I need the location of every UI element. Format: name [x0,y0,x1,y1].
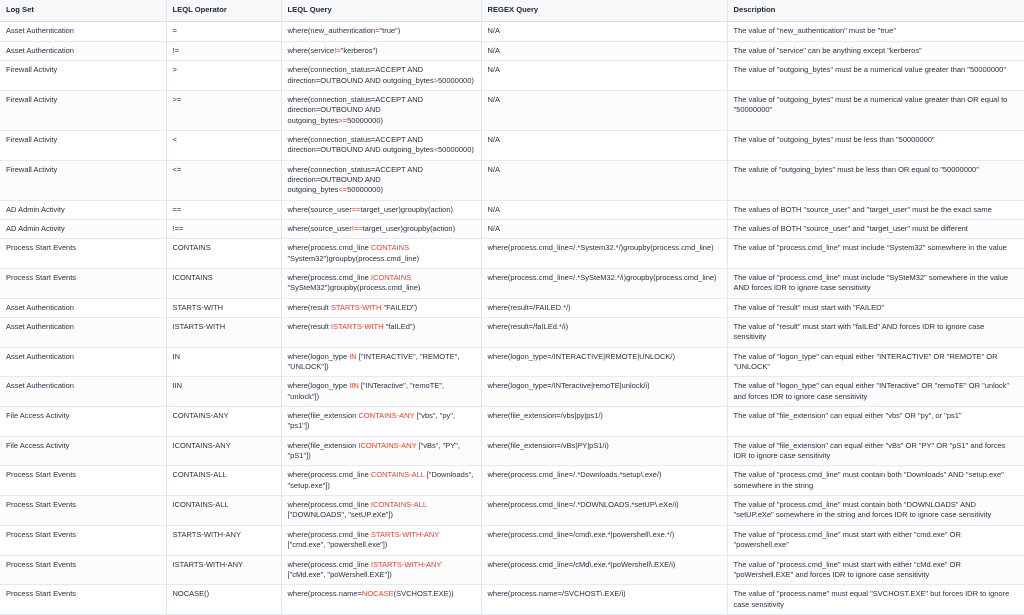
leql-query-prefix: where(process.cmd_line [287,272,371,282]
cell-description: The value of "file_extension" can equal either "vbs" OR "py", or "ps1" [727,407,1024,437]
table-row [0,200,1024,219]
cell-description: The values of BOTH "source_user" and "target_user" must be different [727,219,1024,238]
cell-log-set: Process Start Events [0,496,166,526]
cell-log-set: Asset Authentication [0,377,166,407]
cell-description: The value of "process.name" must equal "SVCHOST.EXE" but forces IDR to ignore case sensitivity [727,585,1024,615]
cell-description: The value of "logon_type" can equal either "INTERACTIVE" OR "REMOTE" OR "UNLOCK" [727,347,1024,377]
cell-leql-operator: >= [166,90,281,130]
cell-regex-query: where(logon_type=/INTERACTIVE|REMOTE|UNLOCK/) [481,347,727,377]
leql-operator-keyword: > [433,75,438,85]
table-row [0,130,1024,160]
leql-query-suffix: target_user)groupby(action) [362,223,456,233]
cell-leql-query [281,219,481,238]
cell-regex-query: where(process.cmd_line=/.*SySteM32.*/i)groupby(process.cmd_line) [481,268,727,298]
cell-regex-query: N/A [481,22,727,41]
cell-regex-query: where(process.cmd_line=/.*DOWNLOADS.*setUP\.eXe/i) [481,496,727,526]
leql-query-suffix: ["cmd.exe", "powershell.exe"]) [287,540,388,550]
cell-leql-operator: > [166,61,281,91]
cell-regex-query: where(file_extension=/vbs|py|ps1/) [481,407,727,437]
table-row [0,298,1024,317]
leql-query-prefix: where(file_extension [287,411,359,421]
cell-regex-query: where(process.cmd_line=/cmd\.exe.*|powershell\.exe.*/) [481,525,727,555]
cell-leql-operator: ICONTAINS-ALL [166,496,281,526]
leql-query-suffix: 50000000) [438,75,474,85]
leql-operator-keyword: STARTS-WITH-ANY [370,529,440,539]
cell-log-set: Asset Authentication [0,41,166,60]
leql-query-prefix: where(logon_type [287,381,350,391]
leql-query-prefix: where(connection_status=ACCEPT AND direction=OUTBOUND AND outgoing_bytes [287,65,434,85]
leql-query-suffix: 50000000) [347,185,384,195]
leql-query-suffix: 50000000) [438,145,474,155]
cell-description: The value of "outgoing_bytes" must be a numerical value greater than OR equal to "50000000" [727,90,1024,130]
cell-leql-operator: IN [166,347,281,377]
cell-description: The values of BOTH "source_user" and "target_user" must be the exact same [727,200,1024,219]
column-header-leql-query: LEQL Query [281,0,481,22]
cell-leql-query [281,200,481,219]
leql-operator-keyword: >= [338,115,348,125]
cell-leql-operator: CONTAINS-ANY [166,407,281,437]
cell-log-set: Firewall Activity [0,61,166,91]
leql-query-suffix: "kerberos") [340,45,378,55]
cell-description: The value of "result" must start with "faILEd" AND forces IDR to ignore case sensitivity [727,318,1024,348]
cell-log-set: Process Start Events [0,239,166,269]
header-row [0,0,1024,22]
cell-regex-query: where(process.name=/SVCHOST\.EXE/i) [481,585,727,615]
leql-operator-keyword: != [334,45,341,55]
cell-regex-query: N/A [481,130,727,160]
cell-description: The value of "file_extension" can equal either "vBs" OR "PY" OR "pS1" and forces IDR to ignore case sensitivity [727,436,1024,466]
table-row [0,407,1024,437]
cell-log-set: AD Admin Activity [0,200,166,219]
leql-query-suffix: ["vBs", "PY", "pS1"]) [287,440,461,461]
table-header [0,0,1024,22]
table-row [0,61,1024,91]
leql-operator-keyword: IN [349,351,357,361]
leql-operator-keyword: ICONTAINS [370,272,412,282]
cell-leql-query [281,377,481,407]
cell-leql-operator: STARTS-WITH-ANY [166,525,281,555]
table-row [0,41,1024,60]
cell-leql-operator: CONTAINS [166,239,281,269]
cell-regex-query: where(process.cmd_line=/.*System32.*/)groupby(process.cmd_line) [481,239,727,269]
table-body [0,22,1024,614]
cell-leql-operator: < [166,130,281,160]
leql-operator-keyword: ICONTAINS-ALL [370,500,427,510]
cell-description: The value of "process.cmd_line" must include "System32" somewhere in the value [727,239,1024,269]
table-row [0,160,1024,200]
cell-leql-query [281,585,481,615]
table-row [0,585,1024,615]
cell-log-set: File Access Activity [0,436,166,466]
cell-log-set: Process Start Events [0,555,166,585]
cell-leql-operator: == [166,200,281,219]
cell-leql-query [281,466,481,496]
cell-log-set: Process Start Events [0,466,166,496]
cell-leql-query [281,555,481,585]
cell-description: The value of "process.cmd_line" must start with either "cmd.exe" OR "powershell.exe" [727,525,1024,555]
leql-operator-keyword: CONTAINS-ANY [358,411,415,421]
cell-description: The value of "process.cmd_line" must include "SySteM32" somewhere in the value AND forces IDR to ignore case sensitivity [727,268,1024,298]
column-header-description: Description [727,0,1024,22]
leql-query-suffix: "faILEd") [383,322,416,331]
leql-query-prefix: where(service [287,45,335,55]
table-row [0,90,1024,130]
cell-leql-operator: STARTS-WITH [166,298,281,317]
cell-leql-query [281,22,481,41]
table-row [0,436,1024,466]
leql-query-prefix: where(source_user [287,204,352,214]
table-row [0,555,1024,585]
cell-log-set: Asset Authentication [0,318,166,348]
table-row [0,347,1024,377]
cell-leql-query [281,160,481,200]
cell-description: The value of "outgoing_bytes" must be less than "50000000" [727,130,1024,160]
cell-leql-query [281,347,481,377]
leql-query-suffix: "SySteM32")groupby(process.cmd_line) [287,283,421,293]
cell-log-set: Firewall Activity [0,90,166,130]
leql-operator-keyword: CONTAINS-ALL [370,470,425,480]
table-row [0,268,1024,298]
leql-query-prefix: where(connection_status=ACCEPT AND direction=OUTBOUND AND outgoing_bytes [287,164,424,195]
table-row [0,22,1024,41]
leql-query-prefix: where(process.cmd_line [287,470,371,480]
leql-operator-keyword: STARTS-WITH [330,302,382,312]
cell-regex-query: where(process.cmd_line=/.*Downloads.*setup\.exe/) [481,466,727,496]
cell-regex-query: where(logon_type=/INTeractive|remoTE|unlock/i) [481,377,727,407]
leql-operator-keyword: !== [351,223,363,233]
leql-query-prefix: where(process.cmd_line [287,529,371,539]
cell-log-set: AD Admin Activity [0,219,166,238]
cell-leql-operator: = [166,22,281,41]
cell-leql-query [281,407,481,437]
leql-operator-keyword: <= [338,185,348,195]
leql-operator-keyword: ISTARTS-WITH-ANY [370,559,442,569]
column-header-leql-operator: LEQL Operator [166,0,281,22]
leql-query-suffix: "FAILED") [381,302,418,312]
cell-leql-operator: CONTAINS-ALL [166,466,281,496]
table-row [0,466,1024,496]
leql-operator-keyword: == [351,204,361,214]
cell-description: The valute of "outgoing_bytes" must be less than OR equal to "50000000" [727,160,1024,200]
cell-log-set: Firewall Activity [0,130,166,160]
table-row [0,496,1024,526]
cell-leql-operator: <= [166,160,281,200]
leql-query-prefix: where(process.cmd_line [287,500,371,510]
cell-leql-query [281,436,481,466]
cell-log-set: Process Start Events [0,525,166,555]
cell-log-set: Process Start Events [0,585,166,615]
leql-query-prefix: where(source_user [287,223,352,233]
cell-regex-query: N/A [481,160,727,200]
leql-operator-keyword: ISTARTS-WITH [330,322,384,331]
cell-leql-operator: IIN [166,377,281,407]
leql-query-suffix: 50000000) [347,115,384,125]
leql-query-prefix: where(connection_status=ACCEPT AND direction=OUTBOUND AND outgoing_bytes [287,94,424,125]
cell-leql-query [281,90,481,130]
leql-operator-keyword: = [375,26,380,36]
cell-description: The value of "service" can be anything except "kerberos" [727,41,1024,60]
cell-leql-operator: != [166,41,281,60]
cell-leql-operator: ICONTAINS-ANY [166,436,281,466]
cell-regex-query: N/A [481,219,727,238]
cell-log-set: Asset Authentication [0,347,166,377]
leql-query-prefix: where(result [287,322,331,331]
cell-regex-query: where(result=/faILEd.*/i) [481,318,727,348]
cell-description: The value of "process.cmd_line" must start with either "cMd.exe" OR "poWershell.EXE" and forces IDR to ignore case sensitivity [727,555,1024,585]
cell-log-set: Asset Authentication [0,22,166,41]
cell-leql-query [281,239,481,269]
leql-query-prefix: where(connection_status=ACCEPT AND direction=OUTBOUND AND outgoing_bytes [287,134,434,155]
cell-leql-query [281,525,481,555]
leql-operator-keyword: IIN [349,381,359,391]
cell-description: The value of "result" must start with "FAILED" [727,298,1024,317]
leql-operator-keyword: CONTAINS [370,243,410,253]
leql-query-suffix: ["vbs", "py", "ps1"]) [287,411,456,431]
table-row [0,239,1024,269]
cell-description: The value of "process.cmd_line" must contain both "DOWNLOADS" AND "setUP.eXe" somewhere in the string and forces IDR to ignore case sensitivity [727,496,1024,526]
cell-regex-query: N/A [481,41,727,60]
leql-query-suffix: "true") [379,26,401,36]
cell-leql-operator: ISTARTS-WITH [166,318,281,348]
cell-regex-query: N/A [481,61,727,91]
leql-query-suffix: "System32")groupby(process.cmd_line) [287,253,420,263]
cell-log-set: File Access Activity [0,407,166,437]
leql-query-suffix: (SVCHOST.EXE)) [393,589,454,599]
cell-log-set: Asset Authentication [0,298,166,317]
leql-query-suffix: target_user)groupby(action) [360,204,454,214]
cell-description: The value of "outgoing_bytes" must be a numerical value greater than "50000000" [727,61,1024,91]
cell-leql-query [281,268,481,298]
cell-leql-query [281,61,481,91]
cell-leql-query [281,130,481,160]
cell-log-set: Process Start Events [0,268,166,298]
leql-query-suffix: ["cMd.exe", "poWershell.EXE"]) [287,569,392,579]
leql-query-suffix: ["Downloads", "setup.exe"]) [287,470,474,490]
leql-operator-keyword: < [433,145,438,155]
cell-regex-query: where(result=/FAILED.*/) [481,298,727,317]
cell-leql-query [281,298,481,317]
cell-leql-operator: !== [166,219,281,238]
leql-operator-keyword: ICONTAINS-ANY [358,440,417,450]
cell-description: The value of "process.cmd_line" must contain both "Downloads" AND "setup.exe" somewhere in the string [727,466,1024,496]
leql-query-prefix: where(process.cmd_line [287,559,371,569]
cell-regex-query: where(process.cmd_line=/cMd\.exe.*|poWershell\.EXE/i) [481,555,727,585]
cell-leql-operator: ISTARTS-WITH-ANY [166,555,281,585]
leql-query-suffix: ["INTERACTIVE", "REMOTE", "UNLOCK"]) [287,351,460,372]
table-row [0,219,1024,238]
leql-query-prefix: where(new_authentication [287,26,376,36]
leql-query-prefix: where(result [287,302,331,312]
cell-leql-query [281,496,481,526]
leql-query-prefix: where(process.name= [287,589,362,599]
cell-leql-operator: NOCASE() [166,585,281,615]
cell-regex-query: N/A [481,90,727,130]
cell-regex-query: where(file_extension=/vBs|PY|pS1/i) [481,436,727,466]
table-row [0,318,1024,348]
column-header-log-set: Log Set [0,0,166,22]
table-row [0,377,1024,407]
leql-query-suffix: ["INTeractive", "remoTE", "unlock"]) [287,381,445,401]
column-header-regex-query: REGEX Query [481,0,727,22]
cell-leql-query [281,41,481,60]
cell-leql-query [281,318,481,348]
cell-description: The value of "new_authentication" must be "true" [727,22,1024,41]
leql-operator-keyword: NOCASE [361,589,394,599]
cell-regex-query: N/A [481,200,727,219]
leql-query-suffix: ["DOWNLOADS", "setUP.eXe"]) [287,510,394,520]
leql-query-prefix: where(file_extension [287,440,359,450]
cell-leql-operator: ICONTAINS [166,268,281,298]
table-row [0,525,1024,555]
leql-query-prefix: where(logon_type [287,351,350,361]
cell-log-set: Firewall Activity [0,160,166,200]
cell-description: The value of "logon_type" can equal either "INTeractive" OR "remoTE" OR "unlock" and forces IDR to ignore case sensitivity [727,377,1024,407]
leql-query-prefix: where(process.cmd_line [287,243,371,253]
